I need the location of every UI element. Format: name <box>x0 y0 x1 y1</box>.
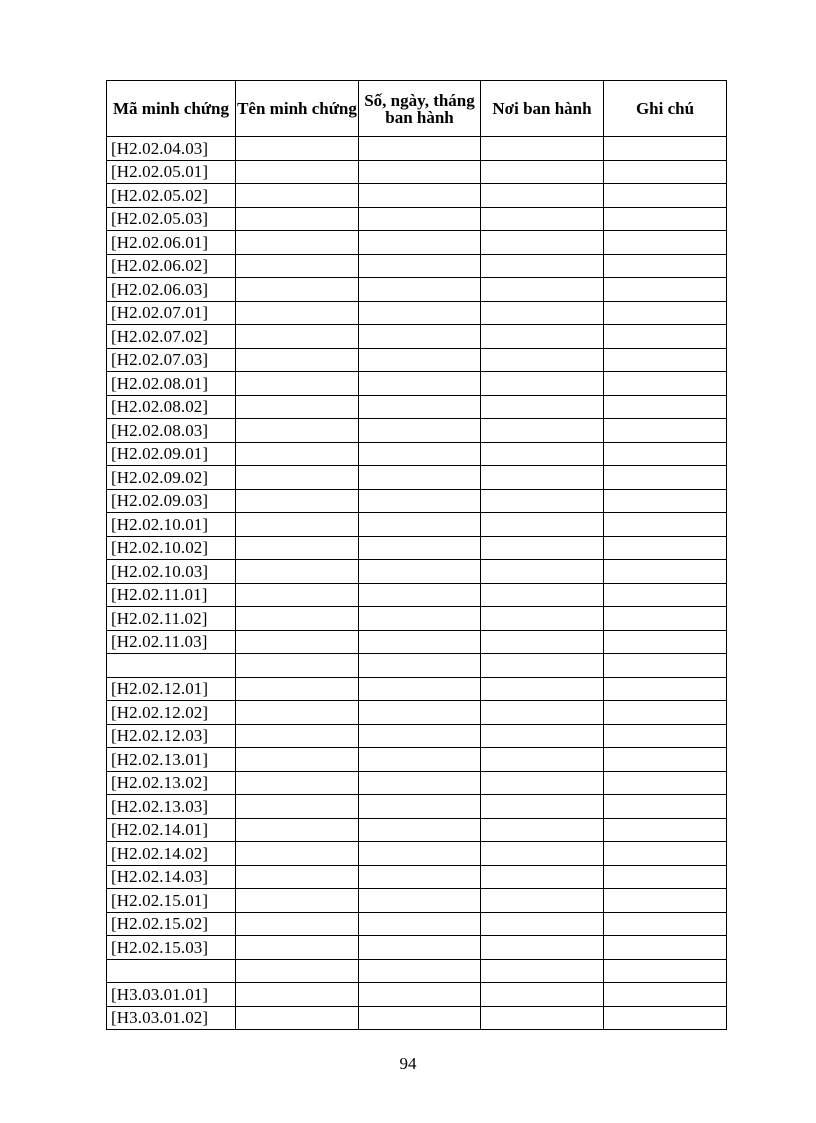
cell-evidence-name <box>236 724 359 748</box>
cell-evidence-code: [H2.02.10.01] <box>107 513 236 537</box>
cell-issuer <box>481 748 604 772</box>
cell-notes <box>604 536 727 560</box>
cell-evidence-code: [H2.02.06.02] <box>107 254 236 278</box>
table-row <box>107 748 727 772</box>
cell-evidence-code: [H2.02.09.02] <box>107 466 236 490</box>
cell-evidence-name <box>236 842 359 866</box>
cell-evidence-code: [H2.02.10.02] <box>107 536 236 560</box>
cell-notes <box>604 231 727 255</box>
cell-issue-date <box>359 489 481 513</box>
table-row <box>107 160 727 184</box>
table-row <box>107 184 727 208</box>
cell-notes <box>604 818 727 842</box>
cell-issue-date <box>359 301 481 325</box>
cell-issuer <box>481 677 604 701</box>
table-row <box>107 818 727 842</box>
table-row <box>107 395 727 419</box>
cell-issue-date <box>359 560 481 584</box>
cell-issue-date <box>359 184 481 208</box>
cell-issuer <box>481 325 604 349</box>
cell-notes <box>604 395 727 419</box>
table-row <box>107 513 727 537</box>
table-row <box>107 1006 727 1030</box>
cell-notes <box>604 889 727 913</box>
cell-evidence-name <box>236 301 359 325</box>
cell-issue-date <box>359 607 481 631</box>
cell-notes <box>604 160 727 184</box>
cell-issue-date <box>359 325 481 349</box>
cell-evidence-name <box>236 513 359 537</box>
cell-issuer <box>481 231 604 255</box>
cell-notes <box>604 184 727 208</box>
table-row <box>107 419 727 443</box>
cell-notes <box>604 677 727 701</box>
cell-issuer <box>481 466 604 490</box>
cell-issuer <box>481 771 604 795</box>
cell-issue-date <box>359 442 481 466</box>
cell-issue-date <box>359 912 481 936</box>
cell-notes <box>604 607 727 631</box>
table-row <box>107 654 727 678</box>
cell-issue-date <box>359 466 481 490</box>
table-row <box>107 889 727 913</box>
cell-evidence-code: [H2.02.13.03] <box>107 795 236 819</box>
cell-issue-date <box>359 254 481 278</box>
cell-issuer <box>481 207 604 231</box>
cell-issue-date <box>359 677 481 701</box>
table-row <box>107 983 727 1007</box>
cell-issue-date <box>359 348 481 372</box>
cell-evidence-code: [H2.02.05.02] <box>107 184 236 208</box>
table-row <box>107 795 727 819</box>
cell-issuer <box>481 912 604 936</box>
cell-issuer <box>481 630 604 654</box>
table-row <box>107 325 727 349</box>
cell-evidence-code: [H2.02.11.02] <box>107 607 236 631</box>
cell-evidence-code: [H2.02.12.03] <box>107 724 236 748</box>
cell-evidence-code <box>107 959 236 983</box>
cell-notes <box>604 654 727 678</box>
table-body <box>107 137 727 1030</box>
cell-evidence-code: [H2.02.05.01] <box>107 160 236 184</box>
cell-issue-date <box>359 536 481 560</box>
cell-issuer <box>481 818 604 842</box>
cell-issuer <box>481 278 604 302</box>
cell-issuer <box>481 865 604 889</box>
cell-issue-date <box>359 583 481 607</box>
cell-evidence-code: [H2.02.14.03] <box>107 865 236 889</box>
cell-evidence-name <box>236 348 359 372</box>
cell-evidence-code: [H2.02.04.03] <box>107 137 236 161</box>
cell-notes <box>604 983 727 1007</box>
cell-evidence-name <box>236 207 359 231</box>
cell-notes <box>604 1006 727 1030</box>
cell-notes <box>604 912 727 936</box>
cell-issue-date <box>359 160 481 184</box>
cell-issuer <box>481 842 604 866</box>
cell-issue-date <box>359 865 481 889</box>
cell-issue-date <box>359 654 481 678</box>
header-issuer: Nơi ban hành <box>481 81 604 137</box>
cell-evidence-name <box>236 489 359 513</box>
cell-evidence-name <box>236 654 359 678</box>
cell-evidence-code: [H3.03.01.02] <box>107 1006 236 1030</box>
cell-issuer <box>481 536 604 560</box>
cell-evidence-code: [H2.02.08.02] <box>107 395 236 419</box>
cell-issue-date <box>359 983 481 1007</box>
cell-issuer <box>481 513 604 537</box>
cell-issuer <box>481 184 604 208</box>
cell-evidence-code: [H2.02.12.01] <box>107 677 236 701</box>
cell-notes <box>604 748 727 772</box>
cell-issue-date <box>359 207 481 231</box>
cell-evidence-name <box>236 254 359 278</box>
cell-evidence-name <box>236 630 359 654</box>
cell-issue-date <box>359 818 481 842</box>
header-notes: Ghi chú <box>604 81 727 137</box>
cell-notes <box>604 771 727 795</box>
table-row <box>107 842 727 866</box>
header-evidence-code: Mã minh chứng <box>107 81 236 137</box>
page-number: 94 <box>399 1054 417 1073</box>
cell-notes <box>604 442 727 466</box>
cell-issuer <box>481 419 604 443</box>
table-row <box>107 231 727 255</box>
cell-issuer <box>481 983 604 1007</box>
cell-evidence-code: [H2.02.09.01] <box>107 442 236 466</box>
cell-evidence-name <box>236 160 359 184</box>
cell-issuer <box>481 489 604 513</box>
table-row <box>107 724 727 748</box>
cell-issuer <box>481 301 604 325</box>
cell-issuer <box>481 137 604 161</box>
cell-evidence-name <box>236 912 359 936</box>
cell-notes <box>604 489 727 513</box>
cell-issue-date <box>359 748 481 772</box>
cell-issuer <box>481 442 604 466</box>
cell-evidence-code: [H2.02.15.03] <box>107 936 236 960</box>
table-row <box>107 254 727 278</box>
cell-issue-date <box>359 372 481 396</box>
cell-evidence-code: [H2.02.07.02] <box>107 325 236 349</box>
cell-evidence-name <box>236 936 359 960</box>
table-row <box>107 278 727 302</box>
cell-evidence-name <box>236 701 359 725</box>
cell-evidence-code: [H2.02.05.03] <box>107 207 236 231</box>
table-row <box>107 348 727 372</box>
cell-evidence-name <box>236 959 359 983</box>
cell-issue-date <box>359 278 481 302</box>
cell-evidence-name <box>236 607 359 631</box>
cell-evidence-name <box>236 560 359 584</box>
cell-evidence-name <box>236 771 359 795</box>
cell-evidence-name <box>236 536 359 560</box>
cell-notes <box>604 865 727 889</box>
cell-notes <box>604 630 727 654</box>
cell-issuer <box>481 654 604 678</box>
cell-notes <box>604 348 727 372</box>
cell-evidence-name <box>236 677 359 701</box>
cell-notes <box>604 936 727 960</box>
cell-evidence-code: [H2.02.11.03] <box>107 630 236 654</box>
table-row <box>107 959 727 983</box>
cell-issuer <box>481 254 604 278</box>
cell-evidence-code: [H2.02.11.01] <box>107 583 236 607</box>
cell-issuer <box>481 889 604 913</box>
cell-notes <box>604 560 727 584</box>
header-issue-date: Số, ngày, tháng ban hành <box>359 81 481 137</box>
table-row <box>107 442 727 466</box>
cell-issue-date <box>359 395 481 419</box>
table-header-row <box>107 81 727 137</box>
cell-evidence-name <box>236 466 359 490</box>
cell-notes <box>604 137 727 161</box>
cell-notes <box>604 724 727 748</box>
cell-notes <box>604 325 727 349</box>
cell-evidence-name <box>236 865 359 889</box>
cell-evidence-code: [H2.02.12.02] <box>107 701 236 725</box>
cell-notes <box>604 301 727 325</box>
cell-evidence-code: [H2.02.08.01] <box>107 372 236 396</box>
cell-evidence-code: [H2.02.15.01] <box>107 889 236 913</box>
cell-issue-date <box>359 137 481 161</box>
evidence-table <box>106 80 727 1030</box>
table-row <box>107 677 727 701</box>
cell-issue-date <box>359 724 481 748</box>
cell-notes <box>604 207 727 231</box>
cell-issue-date <box>359 231 481 255</box>
table-row <box>107 489 727 513</box>
cell-issuer <box>481 348 604 372</box>
cell-issuer <box>481 372 604 396</box>
cell-evidence-name <box>236 278 359 302</box>
cell-issuer <box>481 607 604 631</box>
cell-evidence-name <box>236 818 359 842</box>
table-row <box>107 137 727 161</box>
table-row <box>107 771 727 795</box>
cell-issuer <box>481 583 604 607</box>
cell-issuer <box>481 701 604 725</box>
cell-evidence-code: [H2.02.09.03] <box>107 489 236 513</box>
cell-issuer <box>481 160 604 184</box>
cell-notes <box>604 513 727 537</box>
cell-issuer <box>481 936 604 960</box>
cell-issuer <box>481 795 604 819</box>
cell-issuer <box>481 1006 604 1030</box>
cell-evidence-code: [H2.02.15.02] <box>107 912 236 936</box>
cell-issue-date <box>359 771 481 795</box>
cell-evidence-name <box>236 583 359 607</box>
cell-notes <box>604 278 727 302</box>
cell-issue-date <box>359 889 481 913</box>
cell-issue-date <box>359 842 481 866</box>
cell-evidence-name <box>236 395 359 419</box>
cell-notes <box>604 254 727 278</box>
cell-issuer <box>481 395 604 419</box>
cell-evidence-name <box>236 325 359 349</box>
header-evidence-name: Tên minh chứng <box>236 81 359 137</box>
cell-notes <box>604 419 727 443</box>
cell-evidence-code <box>107 654 236 678</box>
table-row <box>107 583 727 607</box>
cell-issue-date <box>359 795 481 819</box>
cell-notes <box>604 795 727 819</box>
cell-evidence-code: [H2.02.07.03] <box>107 348 236 372</box>
cell-evidence-name <box>236 231 359 255</box>
cell-evidence-name <box>236 184 359 208</box>
cell-issue-date <box>359 959 481 983</box>
cell-evidence-code: [H2.02.13.01] <box>107 748 236 772</box>
cell-evidence-name <box>236 983 359 1007</box>
cell-evidence-code: [H2.02.14.01] <box>107 818 236 842</box>
cell-issue-date <box>359 419 481 443</box>
cell-evidence-code: [H2.02.10.03] <box>107 560 236 584</box>
table-row <box>107 607 727 631</box>
table-row <box>107 207 727 231</box>
cell-evidence-name <box>236 1006 359 1030</box>
cell-evidence-name <box>236 419 359 443</box>
cell-notes <box>604 466 727 490</box>
cell-evidence-code: [H2.02.06.03] <box>107 278 236 302</box>
cell-evidence-name <box>236 889 359 913</box>
table-row <box>107 560 727 584</box>
table-row <box>107 630 727 654</box>
cell-issue-date <box>359 513 481 537</box>
cell-evidence-code: [H2.02.13.02] <box>107 771 236 795</box>
table-row <box>107 372 727 396</box>
cell-evidence-code: [H2.02.06.01] <box>107 231 236 255</box>
cell-issue-date <box>359 936 481 960</box>
table-row <box>107 466 727 490</box>
table-row <box>107 865 727 889</box>
table-row <box>107 912 727 936</box>
cell-issuer <box>481 560 604 584</box>
cell-notes <box>604 959 727 983</box>
cell-evidence-code: [H3.03.01.01] <box>107 983 236 1007</box>
cell-evidence-name <box>236 137 359 161</box>
cell-issue-date <box>359 1006 481 1030</box>
cell-evidence-name <box>236 442 359 466</box>
table-row <box>107 936 727 960</box>
cell-evidence-name <box>236 748 359 772</box>
cell-evidence-code: [H2.02.14.02] <box>107 842 236 866</box>
cell-issuer <box>481 724 604 748</box>
cell-notes <box>604 583 727 607</box>
cell-issuer <box>481 959 604 983</box>
cell-notes <box>604 701 727 725</box>
table-row <box>107 301 727 325</box>
cell-notes <box>604 842 727 866</box>
table-row <box>107 701 727 725</box>
cell-issue-date <box>359 701 481 725</box>
cell-evidence-name <box>236 372 359 396</box>
cell-evidence-code: [H2.02.08.03] <box>107 419 236 443</box>
cell-issue-date <box>359 630 481 654</box>
cell-evidence-code: [H2.02.07.01] <box>107 301 236 325</box>
table-row <box>107 536 727 560</box>
cell-notes <box>604 372 727 396</box>
cell-evidence-name <box>236 795 359 819</box>
